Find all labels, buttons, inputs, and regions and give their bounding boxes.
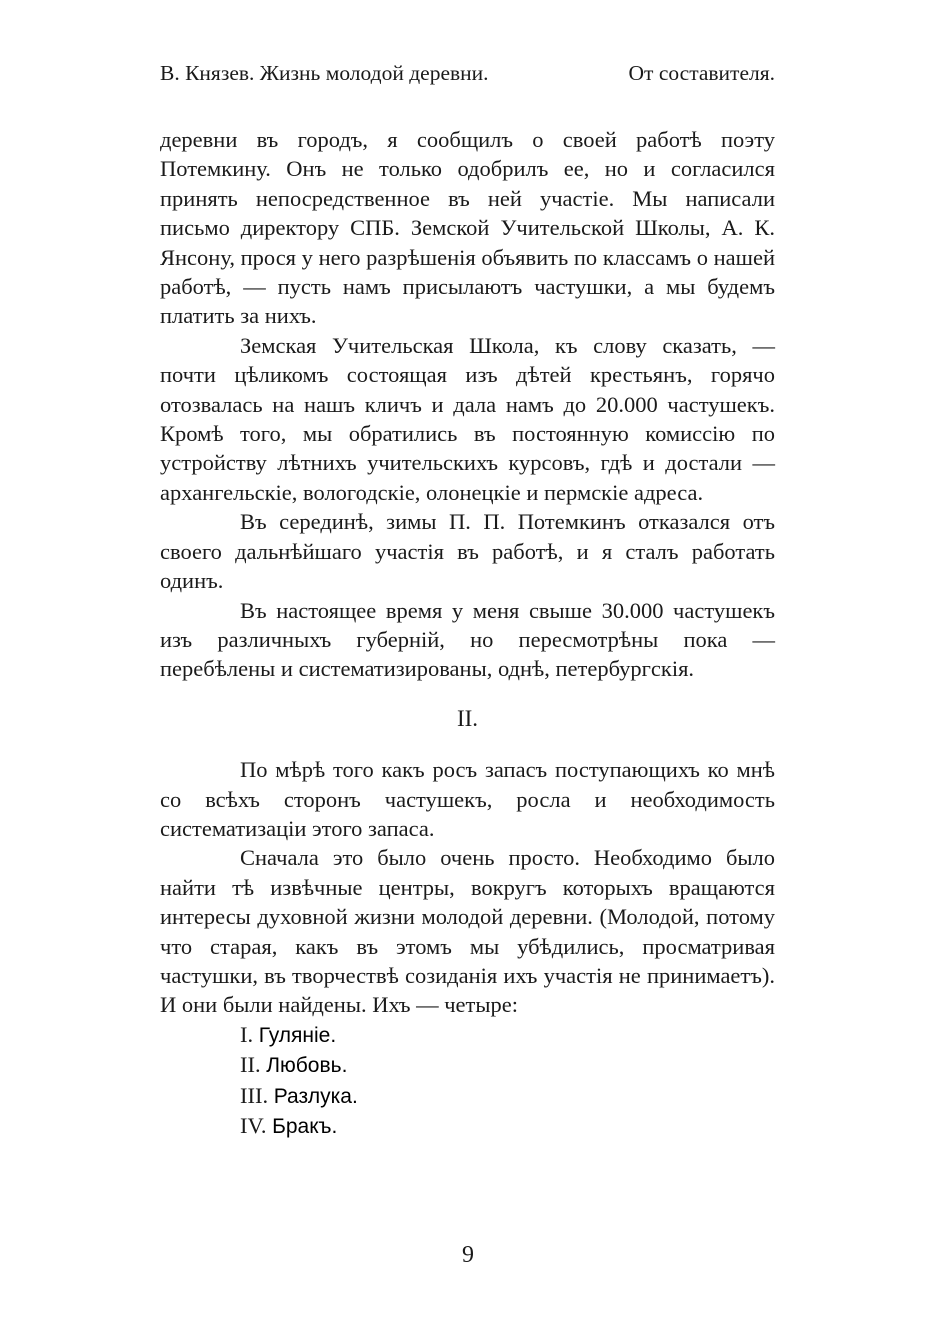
paragraph: Сначала это было очень просто. Необходимо было найти тѣ извѣчные центры, вокругъ которыхъ вращаются интересы духовной жизни молодой деревни. (Молодой, потому что старая, какъ въ этомъ мы убѣдились, просматривая частушки, въ творчествѣ созиданія ихъ участія не принимаетъ). И они были найдены. Ихъ — четыре: [160,845,775,1018]
list-item-term: Любовь. [266,1054,348,1078]
list-item-term: Гуляніе. [258,1023,337,1047]
list-item-term: Разлука. [273,1084,358,1108]
paragraph: Въ настоящее время у меня свыше 30.000 частушекъ изъ различныхъ губерній, но пересмотрѣны пока — перебѣлены и систематизированы, однѣ, петербургскія. [160,597,775,682]
body-text [160,125,775,1141]
running-head [160,58,775,88]
list-item [240,1111,775,1141]
list-item [240,1020,775,1050]
running-head-title: В. Князев. Жизнь молодой деревни. [160,61,489,85]
paragraph: Земская Учительская Школа, къ слову сказать, — почти цѣликомъ состоящая изъ дѣтей крестьянъ, горячо отозвалась на нашъ кличъ и дала намъ до 20.000 частушекъ. Кромѣ того, мы обратились въ постоянную комиссію по устройству лѣтнихъ учительскихъ курсовъ, гдѣ и достали — архангельскіе, вологодскіе, олонецкіе и пермскіе адреса. [160,332,775,505]
list-item-number: II. [240,1052,261,1078]
paragraph: По мѣрѣ того какъ росъ запасъ поступающихъ ко мнѣ со всѣхъ сторонъ частушекъ, росла и необходимость систематизаціи этого запаса. [160,757,775,841]
list-item [240,1081,775,1111]
book-page [160,58,775,1141]
running-head-section: От составителя. [628,61,775,85]
page-number: 9 [462,1242,474,1268]
list-item-term: Бракъ. [272,1115,338,1138]
list-item-number: IV. [240,1113,267,1138]
paragraph: Въ серединѣ, зимы П. П. Потемкинъ отказался отъ своего дальнѣйшаго участія въ работѣ, и я сталъ работать одинъ. [160,509,775,594]
paragraph-continued: деревни въ городъ, я сообщилъ о своей работѣ поэту Потемкину. Онъ не только одобрилъ ее, но и согласился принять непосредственное въ ней участіе. Мы написали письмо директору СПБ. Земской Учительской Школы, А. К. Янсону, прося у него разрѣшенія объявить по классамъ о нашей работѣ, — пусть намъ присылаютъ частушки, а мы будемъ платить за нихъ. [160,127,775,329]
list-item-number: III. [240,1082,269,1108]
list-item [240,1050,775,1080]
section-heading: II. [456,705,479,731]
category-list [160,1020,775,1142]
list-item-number: I. [240,1021,254,1047]
